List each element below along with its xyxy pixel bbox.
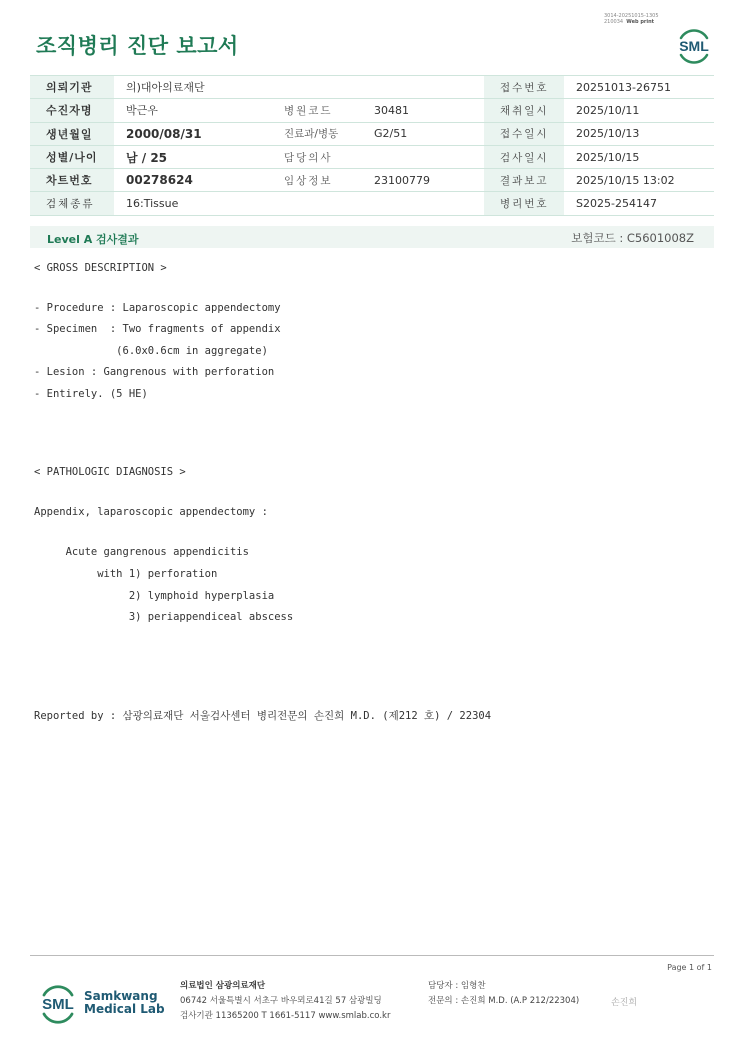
org-name: 의료법인 삼광의료재단 <box>180 981 266 991</box>
gross-specimen: - Specimen : Two fragments of appendix <box>34 323 281 335</box>
label-department: 진료과/병동 <box>268 122 362 145</box>
diagnosis-finding-1: with 1) perforation <box>34 568 218 580</box>
label-physician: 담당의사 <box>268 145 362 168</box>
diagnosis-main: Acute gangrenous appendicitis <box>34 546 249 558</box>
brand-name <box>84 990 165 1016</box>
gross-procedure: - Procedure : Laparoscopic appendectomy <box>34 302 281 314</box>
label-clinical-info: 임상정보 <box>268 169 362 192</box>
value-collection-date: 2025/10/11 <box>564 99 714 122</box>
info-row <box>30 145 714 168</box>
reported-by: Reported by : 삼광의료재단 서울검사센터 병리전문의 손진희 M.D. (제212 호) / 22304 <box>34 710 492 722</box>
label-receipt-date: 접수일시 <box>484 122 564 145</box>
info-row <box>30 122 714 145</box>
value-hospital-code: 30481 <box>362 99 484 122</box>
info-row <box>30 76 714 99</box>
value-physician <box>362 145 484 168</box>
diagnosis-header: < PATHOLOGIC DIAGNOSIS > <box>34 466 186 478</box>
value-birth-date: 2000/08/31 <box>114 122 268 145</box>
brand-line-2: Medical Lab <box>84 1002 165 1016</box>
gross-specimen-size: (6.0x0.6cm in aggregate) <box>34 345 268 357</box>
label-sex-age: 성별/나이 <box>30 145 114 168</box>
footer-divider <box>30 955 714 956</box>
value-clinical-info: 23100779 <box>362 169 484 192</box>
label-chart-number: 차트번호 <box>30 169 114 192</box>
diagnosis-site: Appendix, laparoscopic appendectomy : <box>34 506 268 518</box>
value-pathology-number: S2025-254147 <box>564 192 714 215</box>
staff-name: 담당자 : 임형찬 <box>428 981 486 991</box>
gross-header: < GROSS DESCRIPTION > <box>34 262 167 274</box>
value-accession-number: 20251013-26751 <box>564 76 714 99</box>
print-meta <box>604 13 659 25</box>
print-code: 3014-20251015-1305 <box>604 13 659 19</box>
label-pathology-number: 병리번호 <box>484 192 564 215</box>
value-chart-number: 00278624 <box>114 169 268 192</box>
label-result-report: 결과보고 <box>484 169 564 192</box>
diagnosis-finding-3: 3) periappendiceal abscess <box>34 611 294 623</box>
info-row <box>30 169 714 192</box>
label-specimen-type: 검체종류 <box>30 192 114 215</box>
footer-staff <box>428 979 579 1009</box>
value-receipt-date: 2025/10/13 <box>564 122 714 145</box>
label-test-date: 검사일시 <box>484 145 564 168</box>
specialist-name: 전문의 : 손진희 M.D. (A.P 212/22304) <box>428 996 580 1006</box>
sml-logo-icon <box>36 980 80 1026</box>
info-row <box>30 99 714 122</box>
info-row <box>30 192 714 215</box>
svg-text:SML: SML <box>42 996 74 1013</box>
print-label: Web print <box>626 19 655 25</box>
print-code-2: 210034 <box>604 19 624 25</box>
value-requesting-institution: 의)대아의료재단 <box>114 76 484 99</box>
label-collection-date: 채취일시 <box>484 99 564 122</box>
page-number: Page 1 of 1 <box>667 963 712 972</box>
level-label: Level A 검사결과 <box>47 233 139 246</box>
label-patient-name: 수진자명 <box>30 99 114 122</box>
gross-entirely: - Entirely. (5 HE) <box>34 388 148 400</box>
report-title: 조직병리 진단 보고서 <box>36 34 239 58</box>
org-contact: 검사기관 11365200 T 1661-5117 www.smlab.co.kr <box>180 1011 391 1021</box>
svg-text:SML: SML <box>679 38 709 54</box>
insurance-code: 보험코드 : C5601008Z <box>571 231 694 245</box>
patient-info-table <box>30 75 714 216</box>
diagnosis-finding-2: 2) lymphoid hyperplasia <box>34 590 275 602</box>
footer-organization <box>180 979 390 1024</box>
gross-lesion: - Lesion : Gangrenous with perforation <box>34 366 275 378</box>
sml-logo-icon <box>674 24 714 66</box>
value-sex-age: 남 / 25 <box>114 145 268 168</box>
label-birth-date: 생년월일 <box>30 122 114 145</box>
value-patient-name: 박근우 <box>114 99 268 122</box>
label-hospital-code: 병원코드 <box>268 99 362 122</box>
brand-line-1: Samkwang <box>84 989 158 1003</box>
value-result-report: 2025/10/15 13:02 <box>564 169 714 192</box>
org-address: 06742 서울특별시 서초구 바우뫼로41길 57 삼광빌딩 <box>180 996 382 1006</box>
label-accession-number: 접수번호 <box>484 76 564 99</box>
value-department: G2/51 <box>362 122 484 145</box>
value-specimen-type: 16:Tissue <box>114 192 484 215</box>
label-requesting-institution: 의뢰기관 <box>30 76 114 99</box>
level-bar <box>30 226 714 248</box>
value-test-date: 2025/10/15 <box>564 145 714 168</box>
specialist-signature: 손진희 <box>611 998 638 1008</box>
